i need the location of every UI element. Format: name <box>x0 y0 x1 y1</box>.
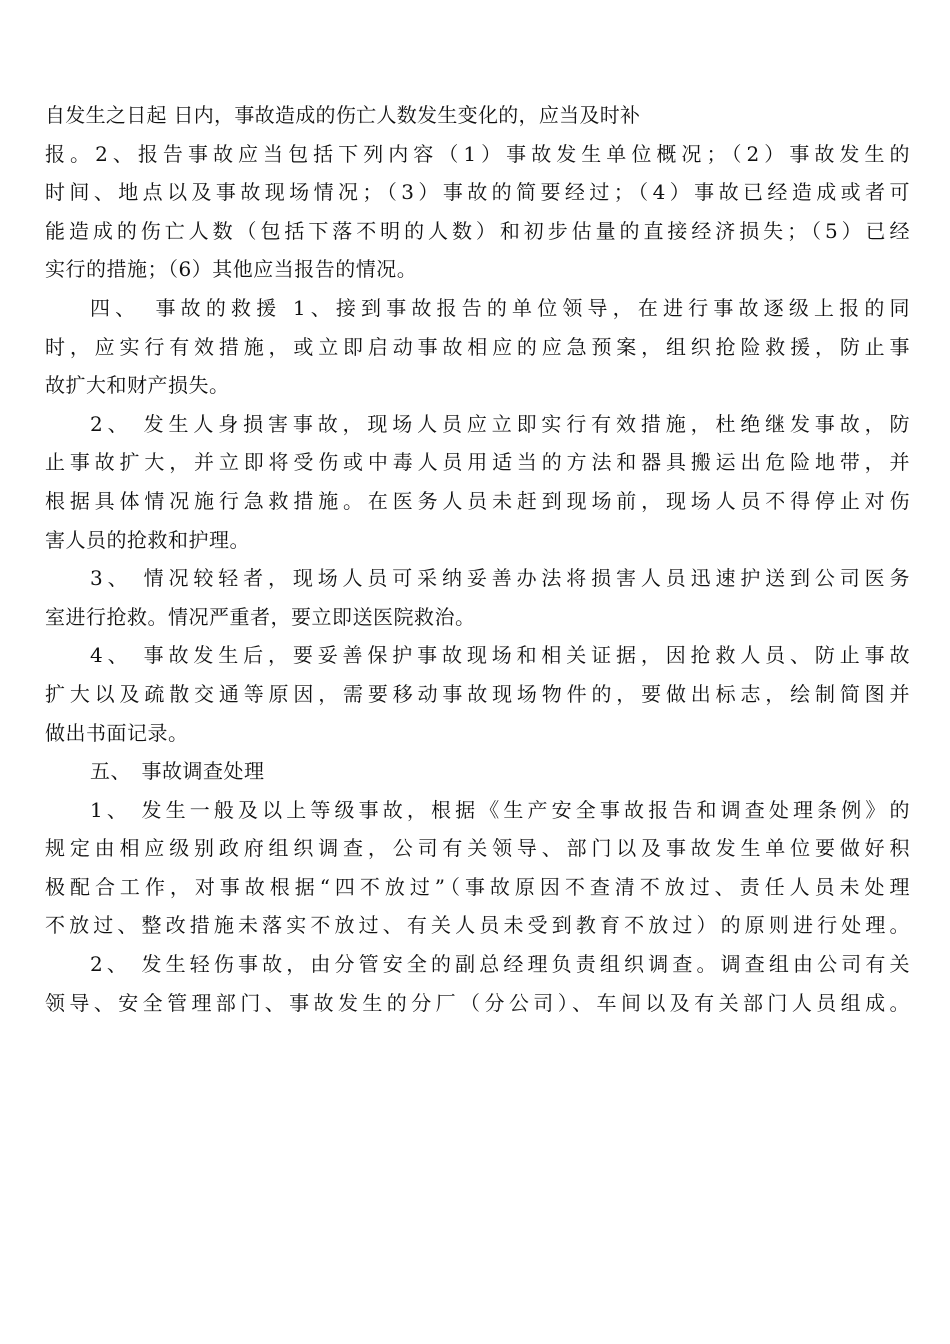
text-line: 不放过、整改措施未落实不放过、有关人员未受到教育不放过）的原则进行处理。 <box>45 913 910 938</box>
section-heading-line: 四、 事故的救援 1、接到事故报告的单位领导，在进行事故逐级上报的同 <box>90 295 910 320</box>
text-line: 1、 发生一般及以上等级事故，根据《生产安全事故报告和调查处理条例》的 <box>90 797 910 822</box>
text-line: 时，应实行有效措施，或立即启动事故相应的应急预案，组织抢险救援，防止事 <box>45 334 910 359</box>
text-line: 4、 事故发生后，要妥善保护事故现场和相关证据，因抢救人员、防止事故 <box>90 643 910 668</box>
text-line: 能造成的伤亡人数（包括下落不明的人数）和初步估量的直接经济损失；（5）已经 <box>45 218 910 243</box>
text-line: 3、 情况较轻者，现场人员可采纳妥善办法将损害人员迅速护送到公司医务 <box>90 566 910 591</box>
text-line: 时间、地点以及事故现场情况；（3）事故的简要经过；（4）事故已经造成或者可 <box>45 180 910 205</box>
text-line: 领导、安全管理部门、事故发生的分厂（分公司）、车间以及有关部门人员组成。 <box>45 990 910 1015</box>
text-line: 报。2、报告事故应当包括下列内容（1）事故发生单位概况；（2）事故发生的 <box>45 141 910 166</box>
text-line: 自发生之日起 日内，事故造成的伤亡人数发生变化的，应当及时补 <box>45 103 641 127</box>
text-line: 扩大以及疏散交通等原因，需要移动事故现场物件的，要做出标志，绘制简图并 <box>45 681 910 706</box>
text-line: 2、 发生轻伤事故，由分管安全的副总经理负责组织调查。调查组由公司有关 <box>90 952 910 977</box>
text-line: 止事故扩大，并立即将受伤或中毒人员用适当的方法和器具搬运出危险地带，并 <box>45 450 910 475</box>
text-line: 实行的措施；（6）其他应当报告的情况。 <box>45 257 418 282</box>
text-line: 2、 发生人身损害事故，现场人员应立即实行有效措施，杜绝继发事故，防 <box>90 411 910 436</box>
text-line: 根据具体情况施行急救措施。在医务人员未赶到现场前，现场人员不得停止对伤 <box>45 488 910 513</box>
text-line: 室进行抢救。情况严重者，要立即送医院救治。 <box>45 604 476 629</box>
text-line: 规定由相应级别政府组织调查，公司有关领导、部门以及事故发生单位要做好积 <box>45 836 910 861</box>
document-body <box>45 96 910 1022</box>
text-line: 极配合工作，对事故根据“四不放过”（事故原因不查清不放过、责任人员未处理 <box>45 874 910 899</box>
text-line: 害人员的抢救和护理。 <box>45 527 250 552</box>
section-heading: 五、 事故调查处理 <box>90 759 265 784</box>
text-line: 做出书面记录。 <box>45 720 189 745</box>
text-line: 故扩大和财产损失。 <box>45 373 230 398</box>
